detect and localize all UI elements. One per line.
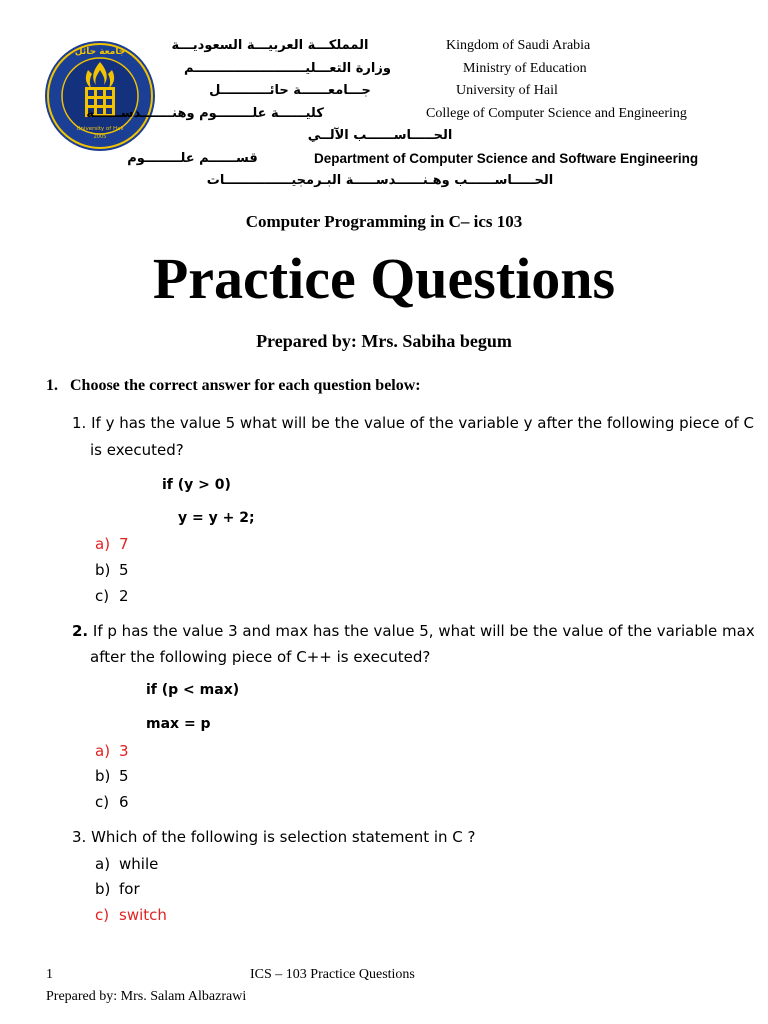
logo-top-text: جامعة حائل — [74, 47, 126, 57]
arabic-software-engineering: الحـــــاســــــب وهـنــــــدســـــة البـرمجيـــــــــــــــات — [206, 173, 554, 188]
option-text: 6 — [119, 793, 129, 811]
english-college: College of Computer Science and Engineering — [426, 106, 687, 121]
option-label: c) — [95, 793, 110, 811]
section-heading — [46, 377, 421, 395]
option-label: a) — [95, 535, 111, 553]
option-text: 7 — [119, 535, 129, 553]
arabic-department: قســــــم علــــــــوم — [127, 151, 258, 166]
option-text: for — [119, 880, 140, 898]
question-number: 3. — [72, 828, 87, 846]
english-kingdom: Kingdom of Saudi Arabia — [446, 38, 591, 53]
option-c-correct[interactable] — [95, 906, 167, 924]
option-a[interactable] — [95, 855, 158, 873]
logo-year: 2005 — [93, 134, 107, 140]
code-line: y = y + 2; — [178, 510, 255, 526]
english-university: University of Hail — [456, 83, 558, 98]
arabic-kingdom: المملكـــة العربيـــة السعوديـــة — [171, 38, 369, 53]
department-name: Department of Computer Science and Software Engineering — [314, 151, 699, 166]
section-title: Choose the correct answer for each question below: — [70, 377, 421, 394]
option-label: b) — [95, 880, 111, 898]
option-label: a) — [95, 742, 111, 760]
option-b[interactable] — [95, 561, 129, 579]
section-number: 1. — [46, 377, 58, 394]
option-b[interactable] — [95, 767, 129, 785]
option-label: b) — [95, 767, 111, 785]
option-c[interactable] — [95, 587, 129, 605]
option-a-correct[interactable] — [95, 535, 129, 553]
logo-bottom-text: University of Hail — [76, 126, 124, 132]
question-text-line2: after the following piece of C++ is executed? — [90, 648, 431, 666]
option-label: c) — [95, 587, 110, 605]
question-number: 2. — [72, 622, 89, 640]
option-text: 5 — [119, 561, 129, 579]
code-line: max = p — [146, 716, 211, 732]
footer-page-number: 1 — [46, 967, 53, 982]
option-label: a) — [95, 855, 111, 873]
question-text-line1: If p has the value 3 and max has the value 5, what will be the value of the variable max — [92, 622, 755, 640]
arabic-ministry: وزارة التعـــليـــــــــــــــــــــــــم — [184, 61, 391, 76]
question-1-text — [72, 414, 754, 432]
option-label: c) — [95, 906, 110, 924]
question-text-line1: If y has the value 5 what will be the value of the variable y after the following piece of C — [91, 414, 754, 432]
option-text: while — [119, 855, 159, 873]
university-seal-logo — [44, 40, 156, 152]
question-text-line2: is executed? — [90, 441, 184, 459]
arabic-university: جـــامعــــــة حائـــــــــــل — [209, 83, 371, 98]
code-line: if (p < max) — [146, 682, 240, 698]
option-text: switch — [119, 906, 167, 924]
footer-center-text: ICS – 103 Practice Questions — [250, 967, 415, 982]
option-text: 5 — [119, 767, 129, 785]
code-line: if (y > 0) — [162, 477, 231, 493]
english-ministry: Ministry of Education — [463, 61, 587, 76]
page-title: Practice Questions — [152, 246, 616, 311]
option-text: 3 — [119, 742, 129, 760]
option-label: b) — [95, 561, 111, 579]
question-text-line1: Which of the following is selection statement in C ? — [91, 828, 476, 846]
question-number: 1. — [72, 414, 87, 432]
option-a-correct[interactable] — [95, 742, 129, 760]
course-title: Computer Programming in C– ics 103 — [245, 212, 523, 231]
footer-prepared-by: Prepared by: Mrs. Salam Albazrawi — [46, 989, 247, 1004]
prepared-by: Prepared by: Mrs. Sabiha begum — [256, 331, 512, 351]
question-2-text — [72, 622, 755, 640]
option-text: 2 — [119, 587, 129, 605]
arabic-college: كليــــــة علــــــــوم وهنـــــــدســــــة — [86, 106, 324, 121]
question-3-text — [72, 828, 476, 846]
option-c[interactable] — [95, 793, 129, 811]
arabic-computer: الحـــــاســــــب الآلــي — [307, 128, 453, 143]
option-b[interactable] — [95, 880, 140, 898]
